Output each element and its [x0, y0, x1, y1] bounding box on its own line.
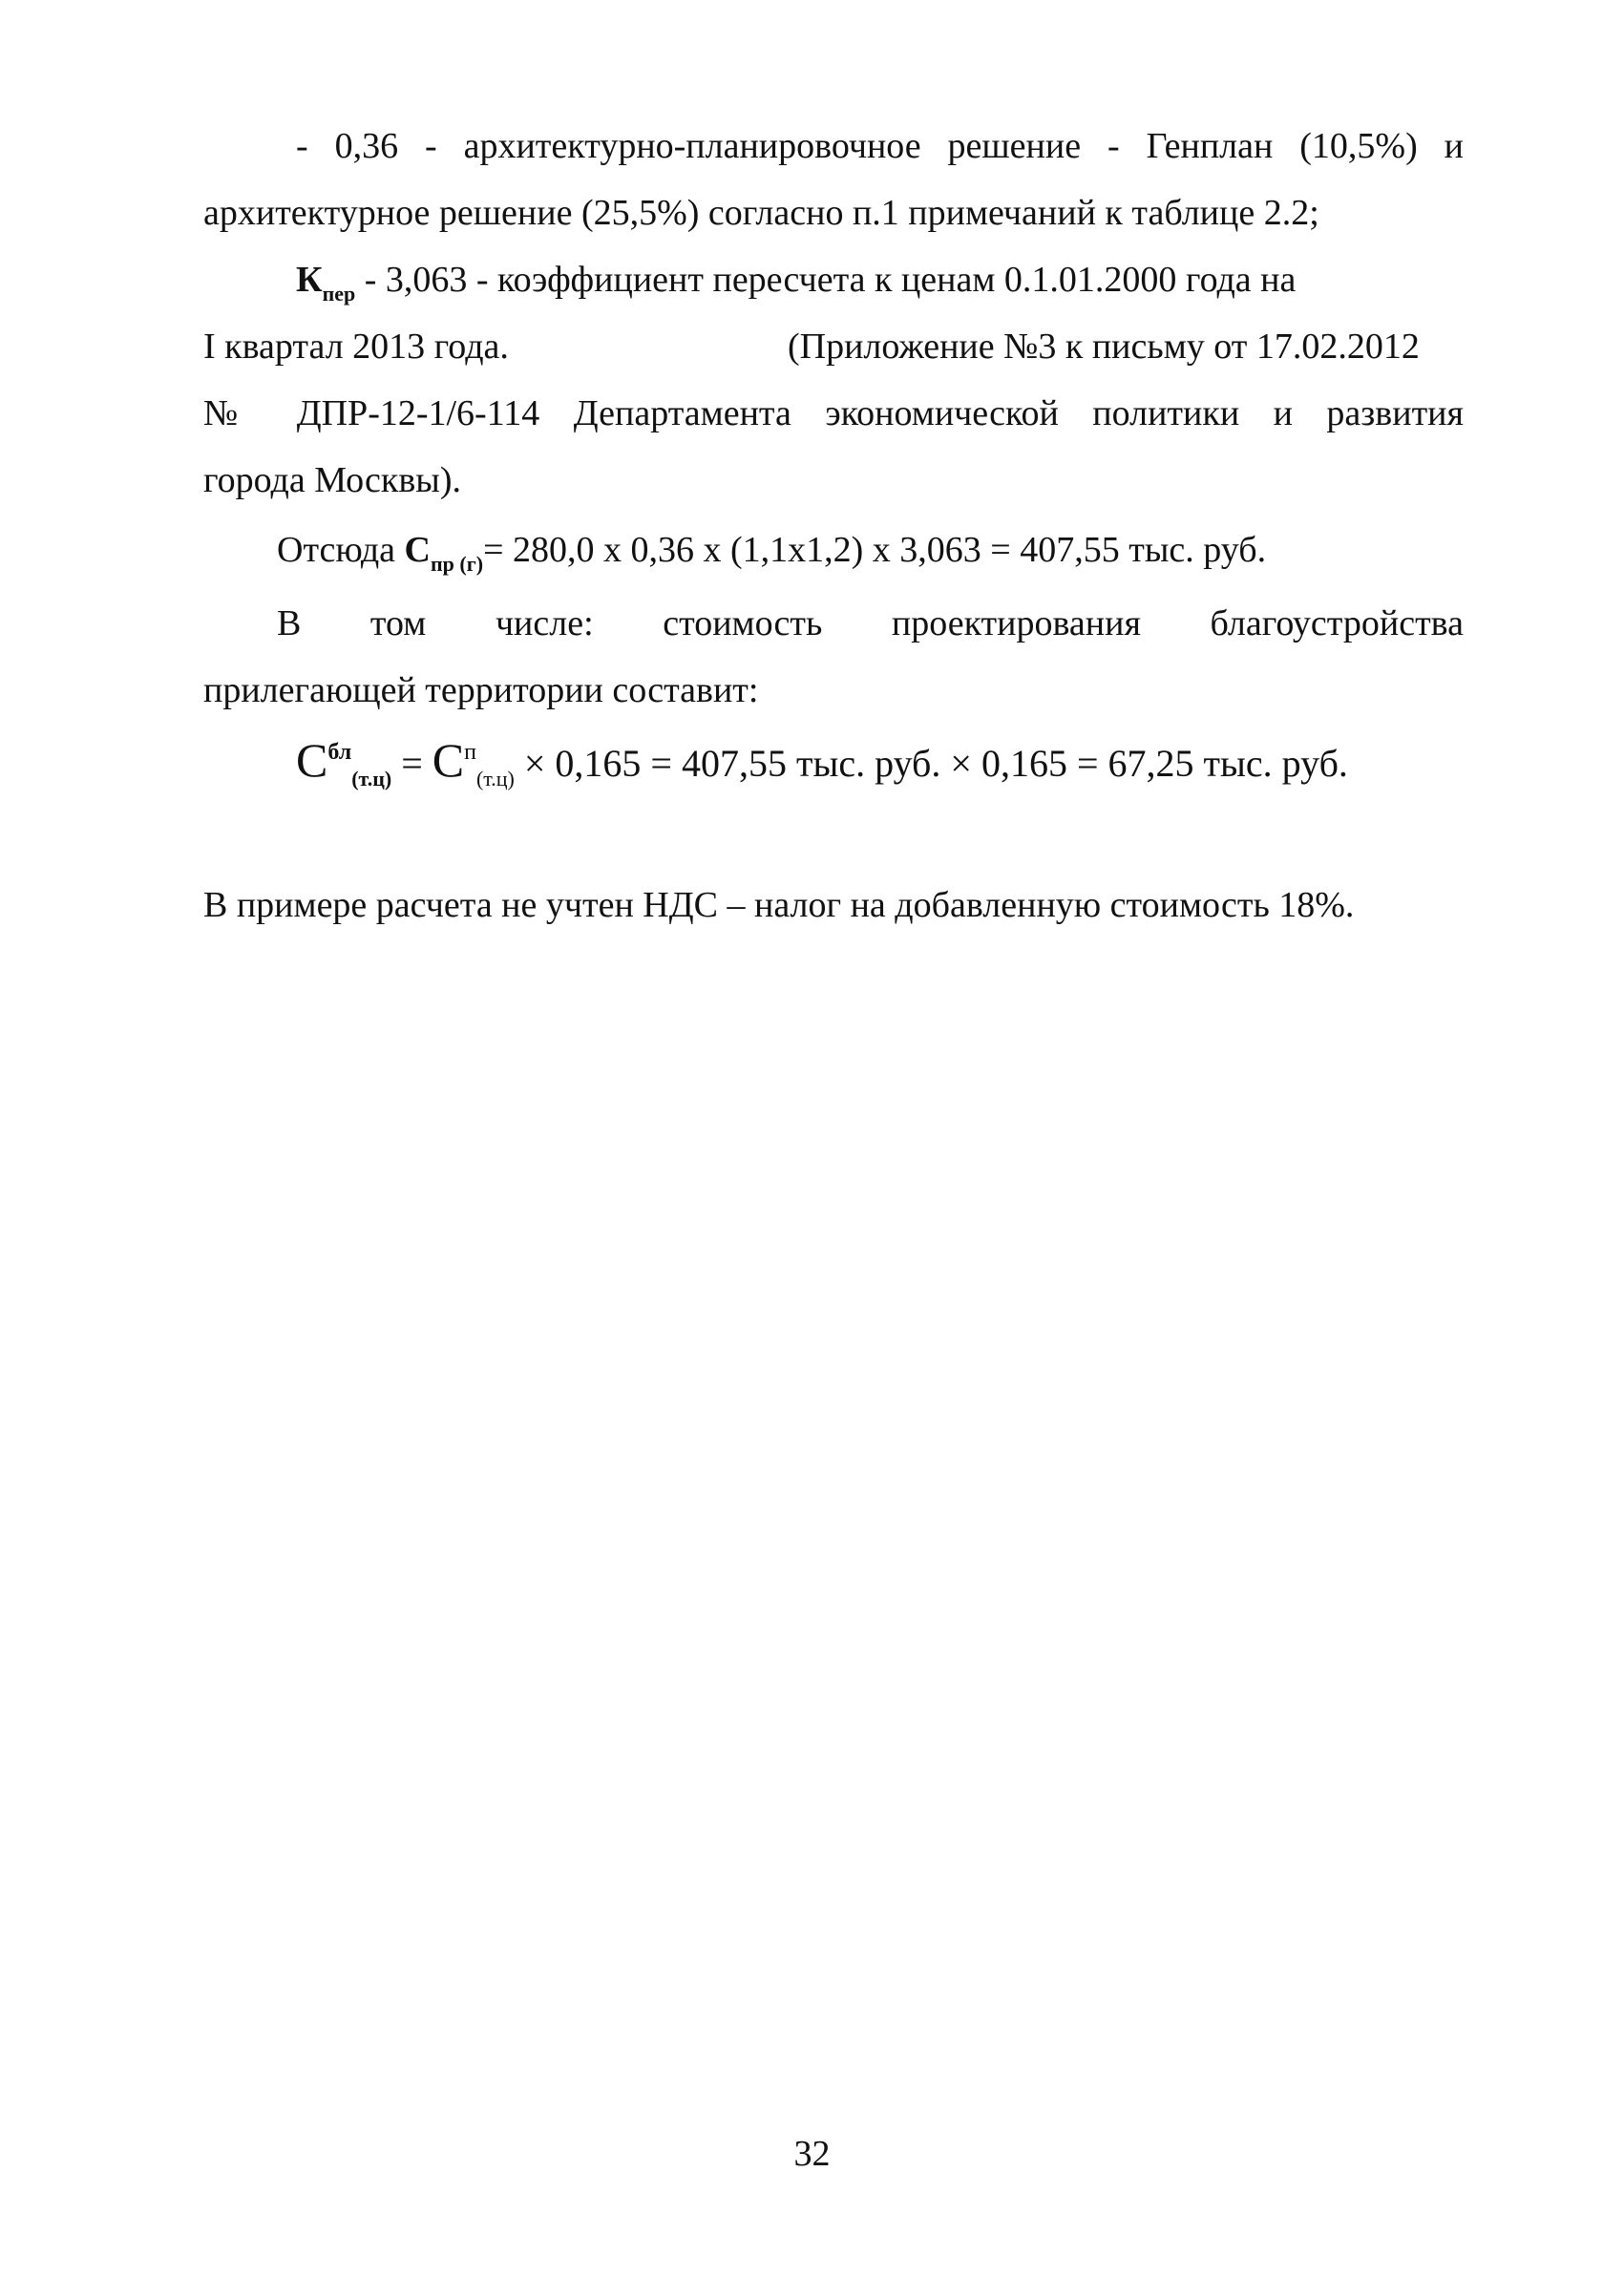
text-span: (Приложение №3 к письму от 17.02.2012	[788, 327, 1420, 367]
text-span: прилегающей территории составит:	[203, 670, 759, 710]
paragraph-line	[277, 601, 1464, 647]
paragraph-line	[277, 528, 1464, 574]
formula-text: × 0,165 = 407,55 тыс. руб. × 0,165 = 67,25 тыс. руб.	[514, 742, 1348, 785]
page-number: 32	[793, 2134, 831, 2174]
text-span: В том числе: стоимость проектирования благоустройства	[277, 603, 1464, 643]
text-span: = 280,0 х 0,36 х (1,1х1,2) х 3,063 = 407,55 тыс. руб.	[483, 530, 1267, 570]
formula-symbol: С	[296, 733, 328, 787]
coefficient-symbol: К	[296, 260, 323, 300]
cost-subscript: пр (г)	[431, 552, 484, 576]
cost-symbol: С	[404, 530, 431, 570]
coefficient-subscript: пер	[322, 282, 356, 306]
paragraph-line	[203, 458, 1464, 504]
formula-subscript: (т.ц)	[351, 767, 392, 791]
text-span: № ДПР-12-1/6-114 Департамента экономической политики и развития	[203, 393, 1464, 433]
text-span: города Москвы).	[203, 460, 461, 500]
formula-superscript: п	[464, 740, 476, 765]
paragraph-line	[203, 883, 1464, 929]
text-span: I квартал 2013 года.	[203, 327, 509, 367]
text-span: - 0,36 - архитектурно-планировочное решение - Генплан (10,5%) и	[296, 126, 1464, 166]
formula-superscript: бл	[327, 740, 352, 765]
formula-subscript: (т.ц)	[475, 767, 515, 791]
paragraph-line	[203, 191, 1464, 237]
paragraph-line	[203, 325, 1464, 370]
text-span: архитектурное решение (25,5%) согласно п.1 примечаний к таблице 2.2;	[203, 193, 1319, 233]
text-span: - 3,063 - коэффициент пересчета к ценам 0.1.01.2000 года на	[355, 260, 1297, 300]
formula	[296, 730, 1348, 791]
text-span: В примере расчета не учтен НДС – налог на добавленную стоимость 18%.	[203, 885, 1355, 925]
paragraph-line	[296, 258, 1464, 304]
paragraph-line	[296, 124, 1464, 170]
paragraph-line	[203, 391, 1464, 437]
formula-symbol: С	[432, 733, 465, 787]
formula-equals: =	[391, 742, 432, 785]
paragraph-line	[203, 668, 1464, 714]
text-span: Отсюда	[277, 530, 405, 570]
